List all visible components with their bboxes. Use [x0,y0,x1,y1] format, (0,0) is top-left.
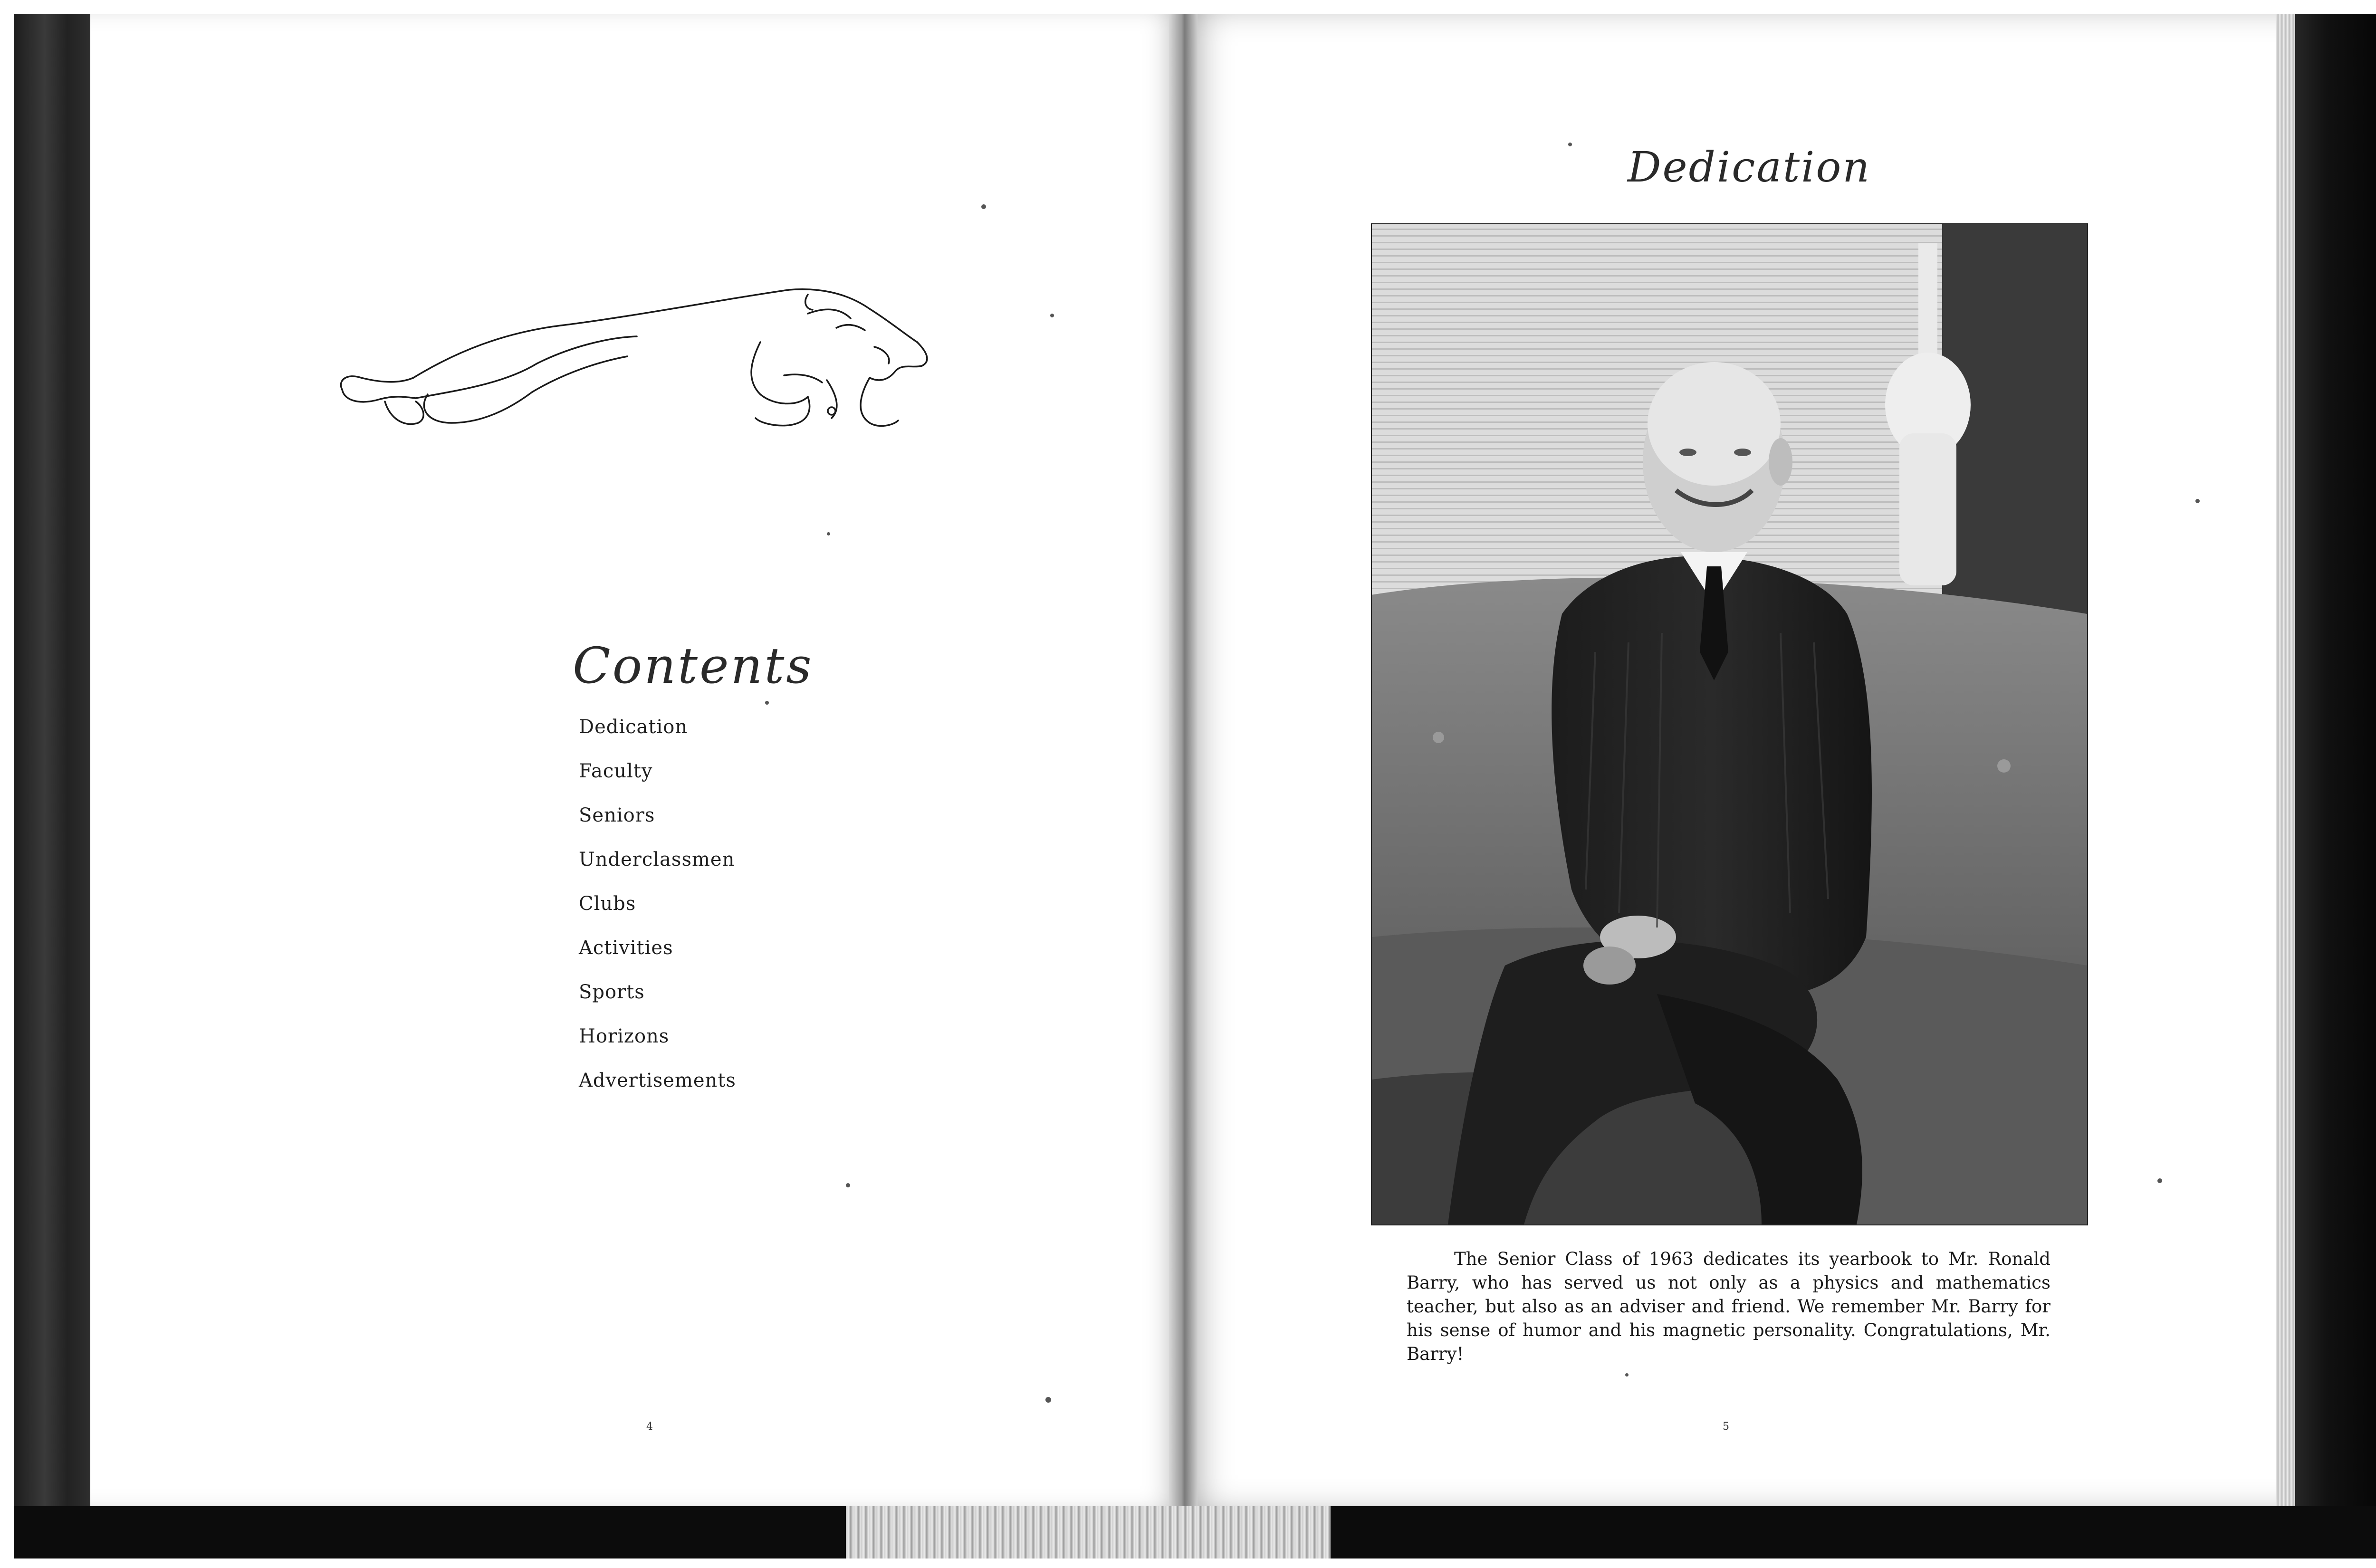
scan-speck [2157,1178,2162,1183]
scan-speck [981,204,986,209]
scan-speck [846,1183,850,1187]
dedication-caption: The Senior Class of 1963 dedicates its yearbook to Mr. Ronald Barry, who has served us not only as a physics and mathematics teacher, but also as an adviser and friend. We remember Mr. Barry for his sense of humor and his magnetic personality. Congratulations, Mr. Barry! [1407,1249,2050,1364]
scan-speck [1045,1397,1051,1403]
page-edges-bottom [846,1506,1331,1558]
scan-speck [1568,143,1572,146]
contents-list [579,713,736,1110]
page-edges-right [2276,14,2295,1506]
contents-item-seniors: Seniors [579,804,655,826]
scan-speck [2195,499,2200,503]
contents-item-horizons: Horizons [579,1025,670,1047]
book-cover-right-edge [2290,14,2376,1558]
scan-speck [765,701,769,705]
scan-speck [1625,1373,1629,1377]
contents-item-advertisements: Advertisements [579,1070,736,1091]
book-gutter [1169,14,1198,1506]
contents-item-underclassmen: Underclassmen [579,849,735,870]
scan-speck [827,532,830,535]
contents-item-faculty: Faculty [579,760,653,782]
scan-speck [1050,314,1054,317]
dedication-title: Dedication [1628,143,1871,191]
contents-item-dedication: Dedication [579,716,688,738]
page-number-right: 5 [1723,1421,1729,1433]
leaping-jaguar-icon [333,280,998,480]
contents-item-activities: Activities [579,937,673,959]
contents-item-sports: Sports [579,981,645,1003]
book-cover-left-edge [14,14,90,1558]
contents-title: Contents [573,637,814,695]
page-number-left: 4 [646,1421,653,1433]
contents-item-clubs: Clubs [579,893,636,915]
dedication-photo [1371,223,2088,1225]
